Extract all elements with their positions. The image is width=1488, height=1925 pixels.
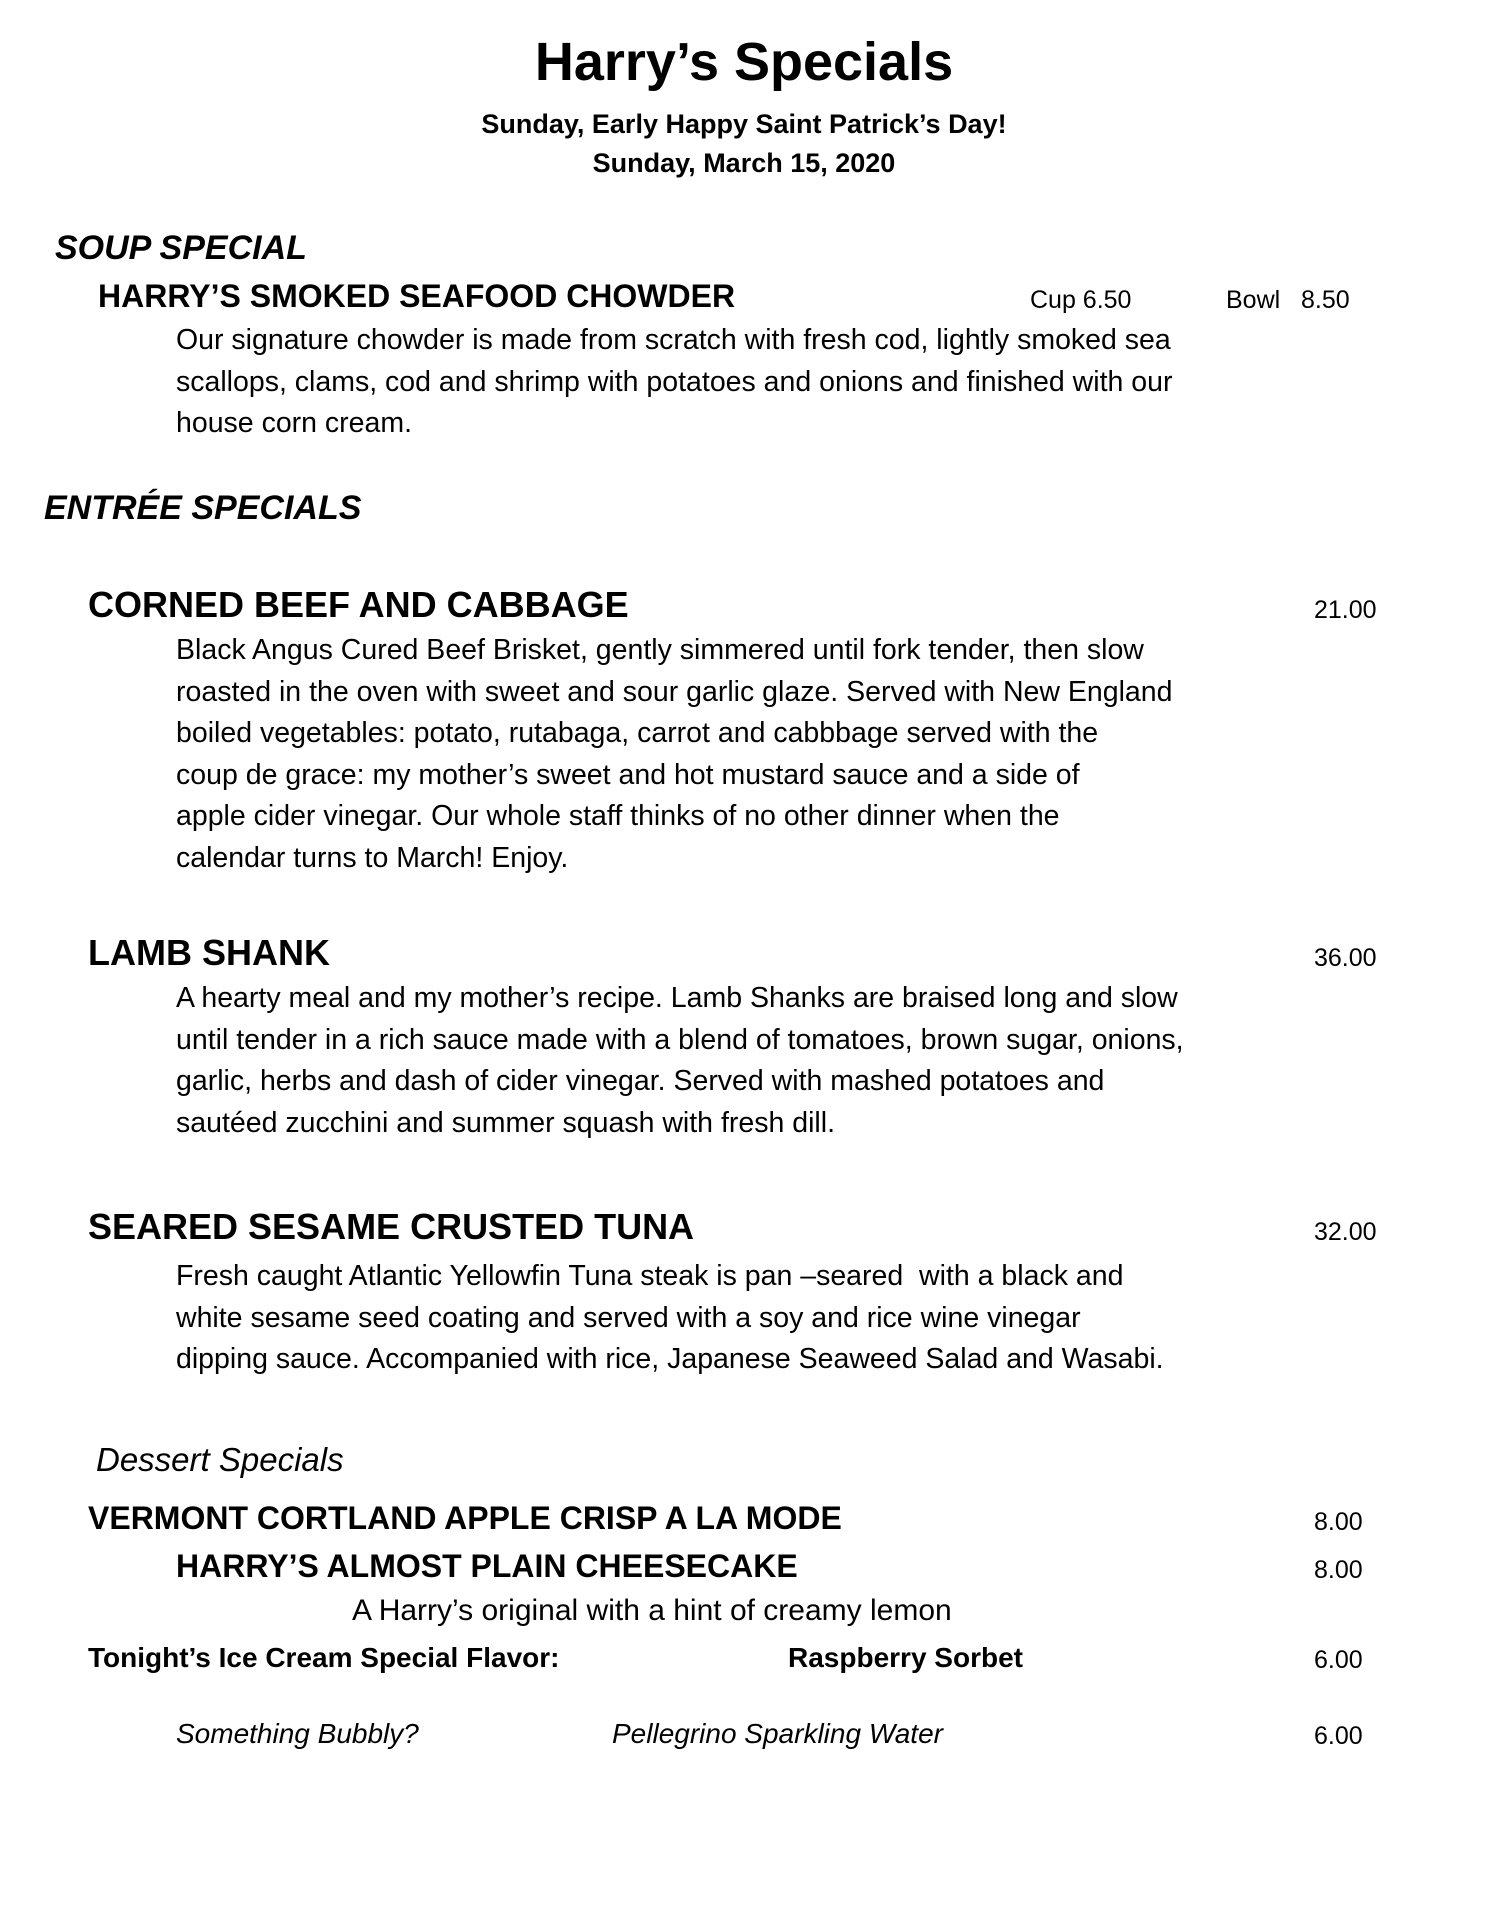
- soup-desc-line: scallops, clams, cod and shrimp with potatoes and onions and finished with our: [176, 365, 1173, 398]
- entree-desc-line: sautéed zucchini and summer squash with fresh dill.: [176, 1106, 835, 1139]
- entree-desc-line: garlic, herbs and dash of cider vinegar. Served with mashed potatoes and: [176, 1065, 1105, 1097]
- entree-item-name: LAMB SHANK: [88, 932, 330, 973]
- entree-item-name: SEARED SESAME CRUSTED TUNA: [88, 1206, 695, 1247]
- entree-desc-line: white sesame seed coating and served with a soy and rice wine vinegar: [176, 1301, 1081, 1334]
- soup-bowl-price: Bowl 8.50: [1226, 286, 1350, 314]
- entree-desc-line: boiled vegetables: potato, rutabaga, carrot and cabbbage served with the: [176, 717, 1099, 749]
- entree-desc-line: until tender in a rich sauce made with a blend of tomatoes, brown sugar, onions,: [176, 1023, 1184, 1056]
- soup-desc-line: house corn cream.: [176, 407, 413, 439]
- soup-description: [176, 320, 1172, 445]
- entree-item-price: 32.00: [1314, 1218, 1377, 1246]
- entree-item-price: 36.00: [1314, 944, 1377, 972]
- ice-cream-flavor: Raspberry Sorbet: [788, 1642, 1023, 1673]
- dessert-item-name: HARRY’S ALMOST PLAIN CHEESECAKE: [176, 1548, 798, 1584]
- menu-date: Sunday, March 15, 2020: [592, 148, 896, 178]
- entree-item-price: 21.00: [1314, 596, 1377, 624]
- entree-desc-line: calendar turns to March! Enjoy.: [176, 841, 569, 874]
- drink-label: Something Bubbly?: [176, 1718, 419, 1749]
- entree-desc-line: Black Angus Cured Beef Brisket, gently simmered until fork tender, then slow: [176, 634, 1144, 666]
- soup-item-name: HARRY’S SMOKED SEAFOOD CHOWDER: [98, 278, 736, 314]
- menu-title: Harry’s Specials: [534, 32, 954, 92]
- dessert-item-name: VERMONT CORTLAND APPLE CRISP A LA MODE: [88, 1500, 842, 1536]
- dessert-item-note: A Harry’s original with a hint of creamy lemon: [352, 1594, 952, 1627]
- dessert-item-price: 8.00: [1314, 1508, 1363, 1536]
- entree-item-description: [176, 630, 1172, 879]
- entree-item-name: CORNED BEEF AND CABBAGE: [88, 584, 629, 625]
- ice-cream-label: Tonight’s Ice Cream Special Flavor:: [88, 1642, 560, 1673]
- entree-desc-line: roasted in the oven with sweet and sour garlic glaze. Served with New England: [176, 675, 1173, 708]
- soup-heading: SOUP SPECIAL: [55, 229, 307, 267]
- ice-cream-price: 6.00: [1314, 1646, 1363, 1674]
- entree-desc-line: Fresh caught Atlantic Yellowfin Tuna steak is pan –seared with a black and: [176, 1260, 1124, 1292]
- entree-desc-line: dipping sauce. Accompanied with rice, Japanese Seaweed Salad and Wasabi.: [176, 1343, 1164, 1375]
- menu-subtitle: Sunday, Early Happy Saint Patrick’s Day!: [481, 109, 1007, 139]
- entree-desc-line: A hearty meal and my mother’s recipe. Lamb Shanks are braised long and slow: [176, 982, 1178, 1014]
- dessert-item-price: 8.00: [1314, 1556, 1363, 1584]
- soup-desc-line: Our signature chowder is made from scratch with fresh cod, lightly smoked sea: [176, 324, 1171, 356]
- soup-cup-price: Cup 6.50: [1030, 286, 1132, 314]
- drink-price: 6.00: [1314, 1722, 1363, 1750]
- drink-item: Pellegrino Sparkling Water: [612, 1718, 943, 1749]
- entree-desc-line: apple cider vinegar. Our whole staff thinks of no other dinner when the: [176, 800, 1060, 832]
- entree-desc-line: coup de grace: my mother’s sweet and hot mustard sauce and a side of: [176, 758, 1080, 791]
- dessert-heading: Dessert Specials: [96, 1441, 344, 1478]
- entree-item-description: [176, 1256, 1164, 1381]
- entree-heading: ENTRÉE SPECIALS: [44, 489, 362, 527]
- entree-item-description: [176, 978, 1184, 1144]
